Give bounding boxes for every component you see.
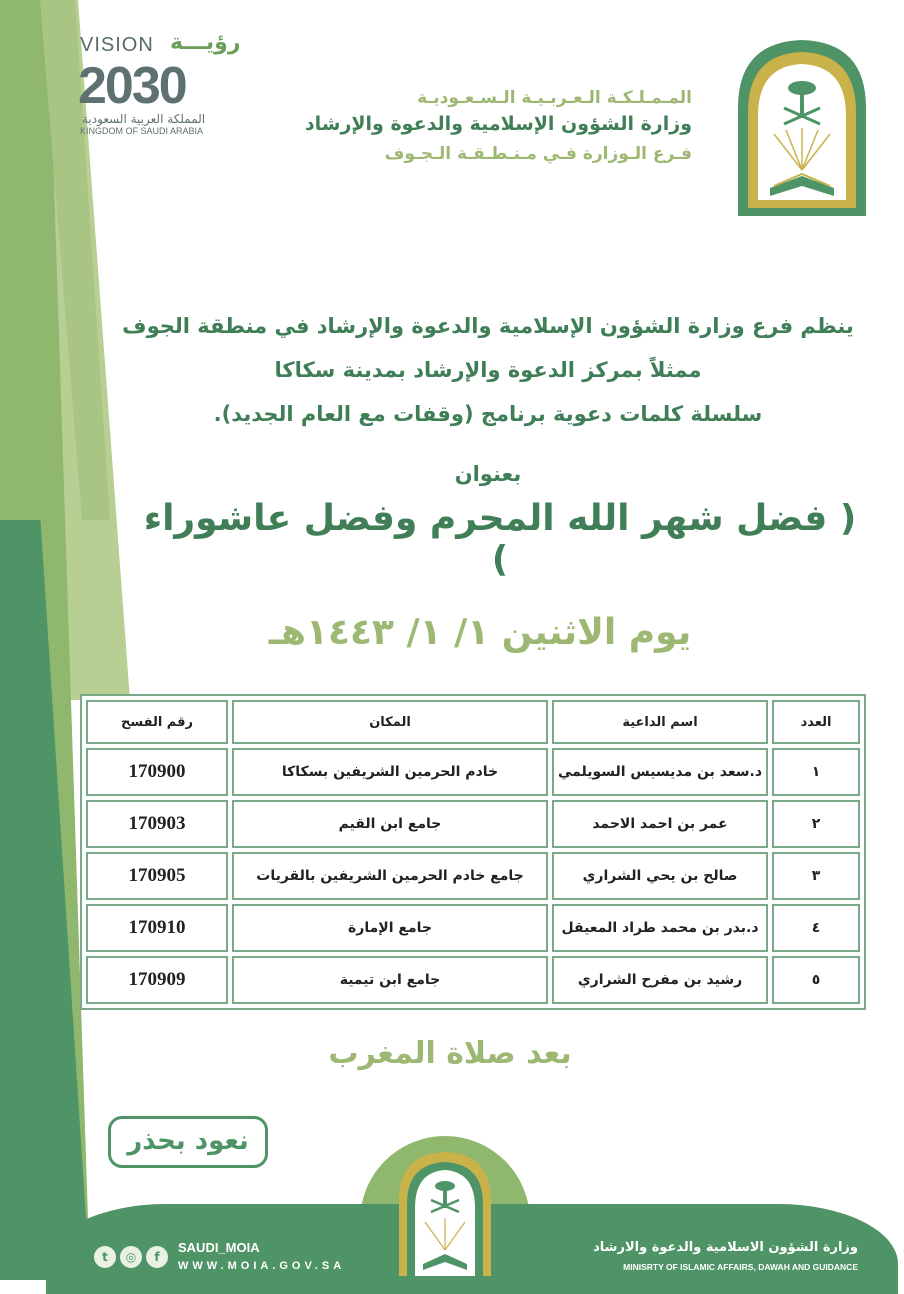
schedule-table — [80, 694, 866, 1010]
row-permit: 170900 — [86, 748, 228, 796]
header-number: العدد — [772, 700, 860, 744]
row-permit: 170909 — [86, 956, 228, 1004]
row-number: ٢ — [772, 800, 860, 848]
header-ministry: وزارة الشؤون الإسلامية والدعوة والإرشاد — [304, 113, 692, 135]
announcement-line-2: ممثلاً بمركز الدعوة والإرشاد بمدينة سكاكا — [274, 358, 702, 382]
ministry-emblem-icon — [734, 38, 870, 218]
footer-ministry-ar: وزارة الشؤون الاسلامية والدعوة والارشاد — [593, 1240, 858, 1255]
facebook-icon[interactable]: f — [146, 1246, 168, 1268]
header-branch: فـرع الـوزارة فـي مـنـطـقـة الـجـوف — [384, 144, 692, 164]
header-permit: رقم الفسح — [86, 700, 228, 744]
row-preacher: د.سعد بن مديسيس السويلمي — [552, 748, 768, 796]
row-number: ٤ — [772, 904, 860, 952]
announcement-titled: بعنوان — [454, 462, 522, 486]
vision-word: VISION — [80, 34, 154, 56]
header-place: المكان — [232, 700, 548, 744]
header-country: المـمـلـكـة الـعـربـيـة الـسـعـوديـة — [417, 88, 692, 108]
table-row — [86, 748, 860, 796]
header-preacher: اسم الداعية — [552, 700, 768, 744]
social-handle[interactable]: SAUDI_MOIA — [178, 1240, 260, 1255]
row-preacher: عمر بن احمد الاحمد — [552, 800, 768, 848]
vision-kingdom-ar: المملكة العربية السعودية — [82, 112, 206, 126]
table-row — [86, 800, 860, 848]
lecture-title: ( فضل شهر الله المحرم وفضل عاشوراء ) — [143, 498, 857, 580]
table-header-row — [86, 700, 860, 744]
instagram-icon[interactable]: ◎ — [120, 1246, 142, 1268]
row-number: ١ — [772, 748, 860, 796]
row-permit: 170905 — [86, 852, 228, 900]
row-preacher: رشيد بن مفرح الشراري — [552, 956, 768, 1004]
table-row — [86, 852, 860, 900]
row-place: جامع ابن القيم — [232, 800, 548, 848]
row-place: جامع الإمارة — [232, 904, 548, 952]
row-number: ٥ — [772, 956, 860, 1004]
event-time: بعد صلاة المغرب — [328, 1036, 572, 1071]
row-preacher: د.بدر بن محمد طراد المعيقل — [552, 904, 768, 952]
row-place: جامع ابن تيمية — [232, 956, 548, 1004]
vision-kingdom-en: KINGDOM OF SAUDI ARABIA — [80, 126, 204, 136]
footer-ministry-en: MINISRTY OF ISLAMIC AFFAIRS, DAWAH AND GUIDANCE — [623, 1262, 858, 1272]
footer-emblem-icon — [395, 1150, 495, 1276]
row-permit: 170910 — [86, 904, 228, 952]
announcement-line-3: سلسلة كلمات دعوية برنامج (وقفات مع العام الجديد). — [213, 402, 763, 426]
row-place: خادم الحرمين الشريفين بسكاكا — [232, 748, 548, 796]
table-row — [86, 904, 860, 952]
row-preacher: صالح بن يحي الشراري — [552, 852, 768, 900]
website-link[interactable]: WWW.MOIA.GOV.SA — [178, 1260, 346, 1272]
row-place: جامع خادم الحرمين الشريفين بالقريات — [232, 852, 548, 900]
announcement-line-1: ينظم فرع وزارة الشؤون الإسلامية والدعوة والإرشاد في منطقة الجوف — [122, 314, 854, 338]
vision-arabic: رؤيـــة — [170, 30, 241, 55]
table-row — [86, 956, 860, 1004]
campaign-badge: نعود بحذر — [108, 1116, 268, 1168]
row-permit: 170903 — [86, 800, 228, 848]
event-date: يوم الاثنين ١/ ١/ ١٤٤٣هـ — [268, 612, 692, 653]
twitter-icon[interactable]: t — [94, 1246, 116, 1268]
vision-year: 2030 — [78, 57, 186, 115]
row-number: ٣ — [772, 852, 860, 900]
